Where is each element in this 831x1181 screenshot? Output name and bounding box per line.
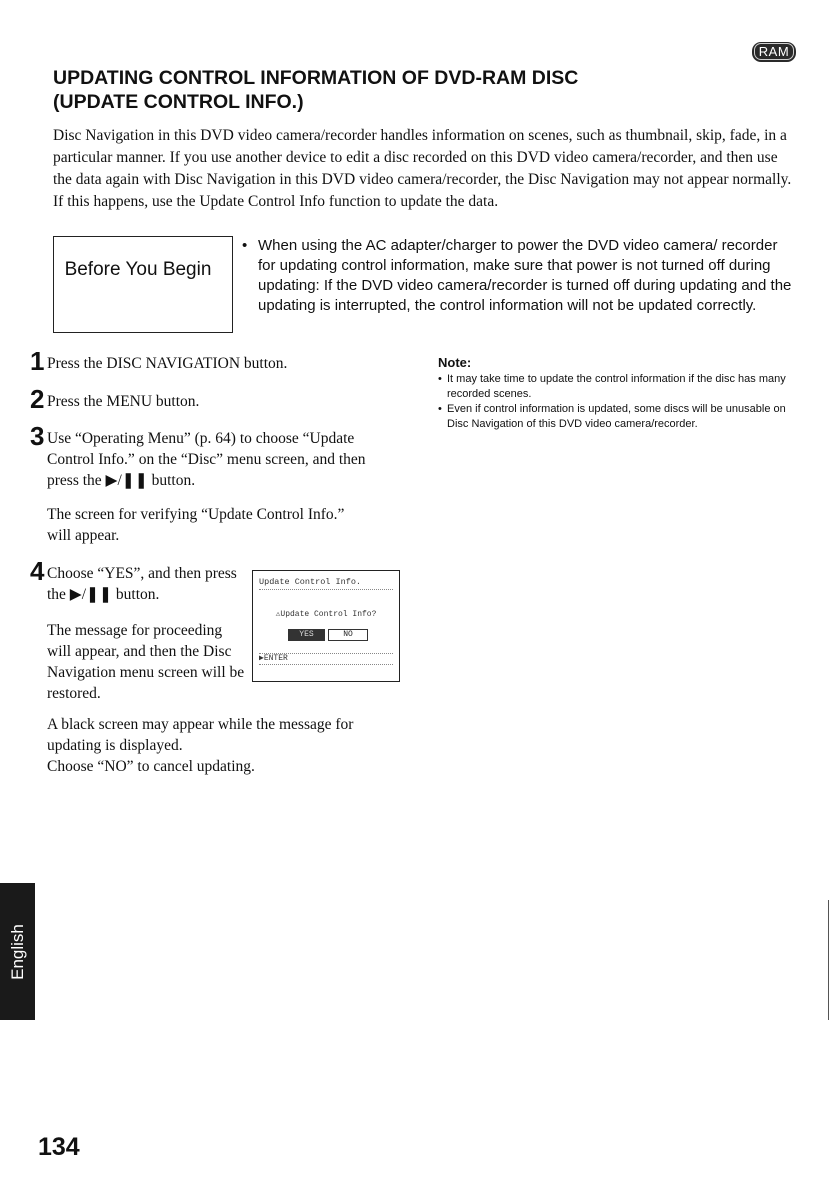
step-4-cancel: Choose “NO” to cancel updating.	[47, 758, 255, 775]
language-label: English	[7, 923, 27, 980]
screen-message: ⚠Update Control Info?	[275, 610, 377, 619]
before-you-begin-body: When using the AC adapter/charger to power the DVD video camera/ recorder for updating control information, make sure that power is not turned off during updating: If the DVD video camera/recorder is turned off during updating and the updating is interrupted, the control information will not be updated correctly.	[258, 237, 792, 314]
step-4	[30, 556, 250, 605]
screen-footer: ▶ENTER	[259, 653, 393, 665]
step-number: 2	[30, 384, 45, 414]
step-text: Use “Operating Menu” (p. 64) to choose “Update Control Info.” on the “Disc” menu screen, and then press the ▶/❚❚ button.	[47, 430, 366, 489]
title-line-2: (UPDATE CONTROL INFO.)	[53, 91, 304, 113]
intro-paragraph: Disc Navigation in this DVD video camera/recorder handles information on scenes, such as thumbnail, skip, fade, in a particular manner. If you use another device to edit a disc recorded on this DVD video camera/recorder, and then use the data again with Disc Navigation in this DVD video camera/recorder, the Disc Navigation may not appear normally. If this happens, use the Update Control Info function to update the data.	[53, 127, 792, 210]
page-number: 134	[38, 1133, 80, 1161]
page-title	[53, 66, 773, 114]
step-3-result: The screen for verifying “Update Control Info.” will appear.	[47, 506, 345, 544]
before-you-begin-label: Before You Begin	[64, 259, 212, 280]
note-section	[438, 355, 798, 432]
step-text: Press the MENU button.	[47, 393, 200, 410]
step-4-result: The message for proceeding will appear, and then the Disc Navigation menu screen will be restored.	[47, 622, 245, 702]
before-you-begin-text	[242, 236, 792, 316]
bullet-icon: •	[438, 373, 442, 385]
bullet-icon: •	[438, 403, 442, 415]
step-2	[30, 384, 360, 414]
title-line-1: UPDATING CONTROL INFORMATION OF DVD-RAM DISC	[53, 67, 579, 89]
step-4-warning: A black screen may appear while the message for updating is displayed.	[47, 716, 354, 754]
step-text: Press the DISC NAVIGATION button.	[47, 355, 288, 372]
screen-header: Update Control Info.	[259, 575, 393, 590]
screen-buttons	[288, 629, 368, 641]
step-3	[30, 421, 375, 491]
note-heading: Note:	[438, 355, 472, 370]
before-you-begin-box	[53, 236, 233, 333]
ram-badge: RAM	[752, 42, 796, 62]
step-number: 4	[30, 556, 45, 586]
language-side-tab	[0, 883, 35, 1020]
note-item: • It may take time to update the control information if the disc has many recorded scenes.	[438, 373, 786, 400]
page-edge-rule	[828, 900, 829, 1020]
note-item: • Even if control information is updated, some discs will be unusable on Disc Navigation of this DVD video camera/recorder.	[438, 403, 786, 430]
screen-no-button: NO	[328, 629, 368, 641]
bullet-icon: •	[242, 237, 248, 254]
step-1	[30, 346, 360, 376]
step-text: Choose “YES”, and then press the ▶/❚❚ button.	[47, 565, 237, 603]
screen-yes-button: YES	[288, 629, 325, 641]
step-number: 3	[30, 421, 45, 451]
lcd-screen-illustration	[252, 570, 400, 682]
step-number: 1	[30, 346, 45, 376]
